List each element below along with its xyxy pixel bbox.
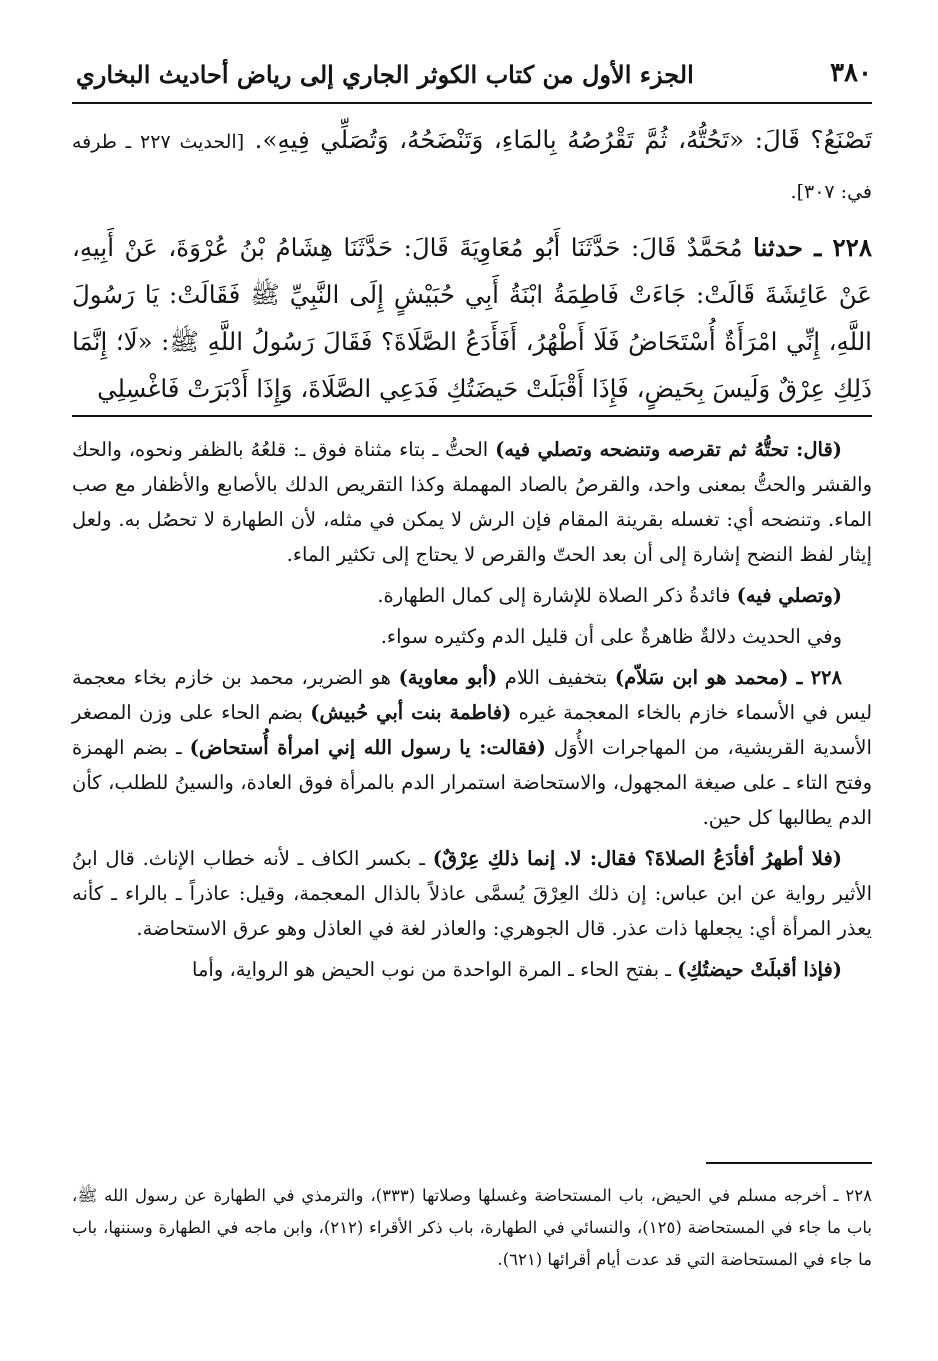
footnotes-block [72, 1180, 872, 1276]
commentary-paragraph [72, 841, 872, 946]
header-divider [72, 102, 872, 104]
commentary-text: بضم الحاء على وزن المصغر الأسدية القريشية، من المهاجرات الأُوَل [72, 701, 872, 759]
footnote: ٢٢٨ ـ أخرجه مسلم في الحيض، باب المستحاضة وغسلها وصلاتها (٣٣٣)، والترمذي في الطهارة عن رسول الله ﷺ، باب ما جاء في المستحاضة (١٢٥)، والنسائي في الطهارة، باب ذكر الأقراء (٢١٢)، وابن ماجه في الطهارة وسننها، باب ما جاء في المستحاضة التي قد عدت أيام أقرائها (٦٢١). [72, 1186, 872, 1269]
commentary-text: ـ بكسر الكاف ـ لأنه خطاب الإناث. قال ابنُ الأثير رواية عن ابن عباس: إن ذلك العِرْقَ يُسمَّى عاذلاً بالذال المعجمة، وقيل: عاذراً ـ بالراء ـ كأنه يعذر المرأة أي: يجعلها ذات عذر. قال الجوهري: والعاذر لغة في العاذل وهو عرق الاستحاضة. [72, 847, 872, 940]
commentary-lemma: (قال: تحتُّهُ ثم تقرصه وتنضحه وتصلي فيه) [495, 438, 842, 461]
hadith-continuation-text: تَصْنَعُ؟ قَالَ: «تَحُتُّهُ، ثُمَّ تَقْرُصُهُ بِالمَاءِ، وَتَنْضَحُهُ، وَتُصَلِّي فِيهِ». [254, 125, 872, 154]
commentary-text: فائدةُ ذكر الصلاة للإشارة إلى كمال الطهارة. [377, 584, 731, 607]
page-number: ٣٨٠ [830, 58, 872, 88]
running-title: الجزء الأول من كتاب الكوثر الجاري إلى رياض أحاديث البخاري [76, 60, 694, 89]
commentary-text: ـ بضم الهمزة وفتح التاء ـ على صيغة المجهول، والاستحاضة استمرار الدم بالمرأة فوق العادة، والسينُ للطلب، كأن الدم يطالبها كل حين. [72, 736, 872, 829]
commentary-paragraph [72, 952, 872, 987]
commentary-lemma: (وتصلي فيه) [736, 584, 842, 607]
commentary-block [72, 432, 872, 993]
hadith-228-text: مُحَمَّدٌ قَالَ: حَدَّثَنَا أَبُو مُعَاوِيَةَ قَالَ: حَدَّثَنَا هِشَامُ بْنُ عُرْوَةَ، عَنْ أَبِيهِ، عَنْ عَائِشَةَ قَالَتْ: جَاءَتْ فَاطِمَةُ ابْنَةُ أَبِي حُبَيْشٍ إِلَى النَّبِيِّ ﷺ فَقَالَتْ: يَا رَسُولَ اللَّهِ، إِنِّي امْرَأَةٌ أُسْتَحَاضُ فَلَا أَطْهُرُ، أَفَأَدَعُ الصَّلَاةَ؟ فَقَالَ رَسُولُ اللَّهِ ﷺ: «لَا؛ إِنَّمَا ذَلِكِ عِرْقٌ وَلَيسَ بِحَيضٍ، فَإِذَا أَقْبَلَتْ حَيضَتُكِ فَدَعِي الصَّلَاةَ، وَإِذَا أَدْبَرَتْ فَاغْسِلِي [72, 233, 872, 403]
hadith-cross-reference: [الحديث ٢٢٧ ـ طرفه في: ٣٠٧]. [72, 131, 872, 203]
page-header [72, 52, 872, 100]
hadith-number-label: ٢٢٨ ـ حدثنا [753, 233, 872, 262]
commentary-text: الحتُّ ـ بتاء مثناة فوق ـ: قلعُهُ بالظفر ونحوه، والحك والقشر والحتُّ بمعنى واحد، والقرصُ بالصاد المهملة وكذا التقريص الدلك بالأصابع والأظفار مع صب الماء. وتنضحه أي: تغسله بقرينة المقام فإن الرش لا يمكن في مثله، لأن الطهارة لا تحصُل به. ولعل إيثار لفظ النضح إشارة إلى أن بعد الحتّ والقرص لا يحتاج إلى تكثير الماء. [72, 438, 872, 566]
section-divider [72, 415, 872, 417]
commentary-text: بتخفيف اللام [504, 666, 608, 689]
hadith-continuation [72, 116, 872, 216]
commentary-lemma: (فاطمة بنت أبي حُبيش) [310, 701, 512, 724]
commentary-lemma: ٢٢٨ ـ (محمد هو ابن سَلاّم) [614, 666, 842, 689]
commentary-text: هو الضرير، محمد بن خازم بخاء معجمة ليس في الأسماء خازم بالخاء المعجمة غيره [72, 666, 873, 724]
commentary-paragraph [72, 660, 872, 835]
commentary-paragraph [72, 619, 872, 654]
commentary-lemma: (فقالت: يا رسول الله إني امرأة أُستحاض) [189, 736, 546, 759]
commentary-text: وفي الحديث دلالةٌ ظاهرةٌ على أن قليل الدم وكثيره سواء. [380, 625, 842, 648]
commentary-paragraph [72, 432, 872, 572]
commentary-lemma: (أبو معاوية) [398, 666, 498, 689]
commentary-text: ـ بفتح الحاء ـ المرة الواحدة من نوب الحيض هو الرواية، وأما [192, 958, 671, 981]
footnote-divider [706, 1162, 872, 1164]
commentary-paragraph [72, 578, 872, 613]
hadith-228 [72, 224, 872, 412]
commentary-lemma: (فإذا أقبلَتْ حيضتُكِ) [677, 958, 842, 981]
commentary-lemma: (فلا أطهرُ أفأدَعُ الصلاةَ؟ فقال: لا. إنما ذلكِ عِرْقٌ) [432, 847, 842, 870]
hadith-text-block [72, 116, 872, 412]
